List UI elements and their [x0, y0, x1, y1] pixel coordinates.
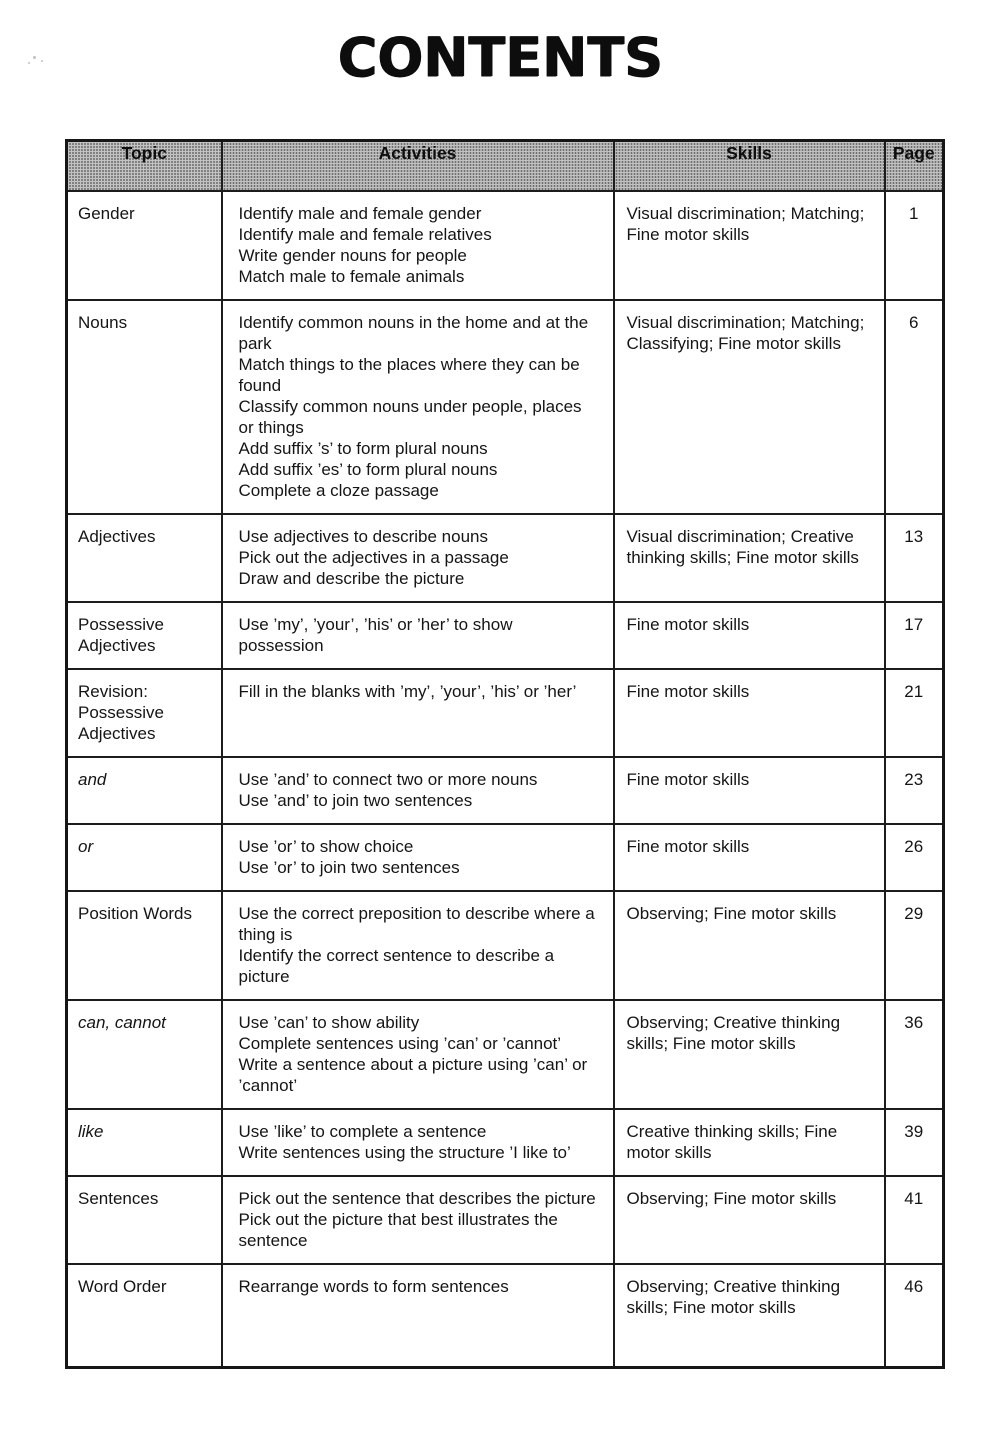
- activity-line: Match male to female animals: [238, 267, 465, 286]
- activity-line: Use ’like’ to complete a sentence: [238, 1122, 487, 1141]
- table-row: [67, 891, 944, 1000]
- activity-line: Classify common nouns under people, places or things: [238, 397, 582, 437]
- activities-cell: [222, 1264, 614, 1368]
- topic-cell: Possessive Adjectives: [67, 602, 222, 669]
- activity-line: Draw and describe the picture: [238, 569, 465, 588]
- topic-cell: Word Order: [67, 1264, 222, 1368]
- activities-cell: [222, 891, 614, 1000]
- topic-cell: like: [67, 1109, 222, 1176]
- activity-line: Identify common nouns in the home and at the park: [238, 313, 589, 353]
- col-header-page: Page: [885, 141, 944, 192]
- table-row: [67, 669, 944, 757]
- activity-line: Add suffix ’es’ to form plural nouns: [238, 460, 498, 479]
- activity-line: Add suffix ’s’ to form plural nouns: [238, 439, 488, 458]
- skills-cell: Fine motor skills: [614, 602, 885, 669]
- skills-cell: Observing; Fine motor skills: [614, 1176, 885, 1264]
- activity-line: Use ’my’, ’your’, ’his’ or ’her’ to show possession: [238, 615, 513, 655]
- skills-cell: Fine motor skills: [614, 669, 885, 757]
- skills-cell: Visual discrimination; Creative thinking skills; Fine motor skills: [614, 514, 885, 602]
- skills-cell: Fine motor skills: [614, 757, 885, 824]
- activities-cell: [222, 757, 614, 824]
- page-number: 46: [885, 1264, 944, 1368]
- col-header-skills: Skills: [614, 141, 885, 192]
- activity-line: Write gender nouns for people: [238, 246, 467, 265]
- scan-speck: [41, 60, 43, 62]
- activity-line: Use the correct preposition to describe where a thing is: [238, 904, 595, 944]
- activities-cell: [222, 824, 614, 891]
- page-number: 36: [885, 1000, 944, 1109]
- table-row: [67, 1176, 944, 1264]
- skills-cell: Visual discrimination; Matching; Fine motor skills: [614, 191, 885, 300]
- activities-cell: [222, 191, 614, 300]
- topic-cell: Gender: [67, 191, 222, 300]
- table-row: [67, 1109, 944, 1176]
- skills-cell: Observing; Creative thinking skills; Fine motor skills: [614, 1264, 885, 1368]
- skills-cell: Observing; Fine motor skills: [614, 891, 885, 1000]
- table-row: [67, 1264, 944, 1368]
- activity-line: Pick out the sentence that describes the picture: [238, 1189, 596, 1208]
- topic-cell: Revision: Possessive Adjectives: [67, 669, 222, 757]
- activities-cell: [222, 300, 614, 514]
- topic-cell: Adjectives: [67, 514, 222, 602]
- col-header-activities: Activities: [222, 141, 614, 192]
- activity-line: Complete sentences using ’can’ or ’cannot’: [238, 1034, 562, 1053]
- col-header-topic: Topic: [67, 141, 222, 192]
- activity-line: Use ’and’ to connect two or more nouns: [238, 770, 538, 789]
- activity-line: Use ’or’ to show choice: [238, 837, 414, 856]
- page-number: 23: [885, 757, 944, 824]
- activities-cell: [222, 602, 614, 669]
- topic-cell: Position Words: [67, 891, 222, 1000]
- activity-line: Identify male and female relatives: [238, 225, 492, 244]
- table-row: [67, 602, 944, 669]
- table-row: [67, 824, 944, 891]
- activity-line: Identify the correct sentence to describe a picture: [238, 946, 555, 986]
- topic-cell: can, cannot: [67, 1000, 222, 1109]
- activity-line: Pick out the picture that best illustrates the sentence: [238, 1210, 558, 1250]
- contents-table: [65, 139, 945, 1369]
- skills-cell: Fine motor skills: [614, 824, 885, 891]
- page-number: 41: [885, 1176, 944, 1264]
- page-number: 39: [885, 1109, 944, 1176]
- scan-speck: [28, 62, 30, 64]
- table-row: [67, 757, 944, 824]
- page-title: CONTENTS: [337, 26, 663, 89]
- activity-line: Rearrange words to form sentences: [238, 1277, 509, 1296]
- activities-cell: [222, 1109, 614, 1176]
- page-number: 26: [885, 824, 944, 891]
- table-header-row: [67, 141, 944, 192]
- activity-line: Match things to the places where they can be found: [238, 355, 580, 395]
- page-number: 21: [885, 669, 944, 757]
- page-number: 6: [885, 300, 944, 514]
- page-number: 17: [885, 602, 944, 669]
- activity-line: Complete a cloze passage: [238, 481, 439, 500]
- topic-cell: and: [67, 757, 222, 824]
- activities-cell: [222, 1000, 614, 1109]
- table-row: [67, 300, 944, 514]
- activity-line: Use adjectives to describe nouns: [238, 527, 488, 546]
- skills-cell: Visual discrimination; Matching; Classifying; Fine motor skills: [614, 300, 885, 514]
- page-number: 13: [885, 514, 944, 602]
- table-row: [67, 191, 944, 300]
- activity-line: Identify male and female gender: [238, 204, 482, 223]
- scan-speck: [33, 56, 36, 59]
- activity-line: Use ’can’ to show ability: [238, 1013, 420, 1032]
- page-number: 1: [885, 191, 944, 300]
- table-row: [67, 1000, 944, 1109]
- activity-line: Use ’or’ to join two sentences: [238, 858, 460, 877]
- activities-cell: [222, 669, 614, 757]
- topic-cell: Nouns: [67, 300, 222, 514]
- skills-cell: Observing; Creative thinking skills; Fine motor skills: [614, 1000, 885, 1109]
- activity-line: Write sentences using the structure ’I like to’: [238, 1143, 571, 1162]
- activity-line: Fill in the blanks with ’my’, ’your’, ’his’ or ’her’: [238, 682, 577, 701]
- topic-cell: or: [67, 824, 222, 891]
- activity-line: Pick out the adjectives in a passage: [238, 548, 509, 567]
- activity-line: Use ’and’ to join two sentences: [238, 791, 473, 810]
- page-number: 29: [885, 891, 944, 1000]
- activity-line: Write a sentence about a picture using ’can’ or ’cannot’: [238, 1055, 588, 1095]
- contents-table-wrap: [65, 139, 942, 1369]
- activities-cell: [222, 514, 614, 602]
- topic-cell: Sentences: [67, 1176, 222, 1264]
- table-row: [67, 514, 944, 602]
- skills-cell: Creative thinking skills; Fine motor skills: [614, 1109, 885, 1176]
- activities-cell: [222, 1176, 614, 1264]
